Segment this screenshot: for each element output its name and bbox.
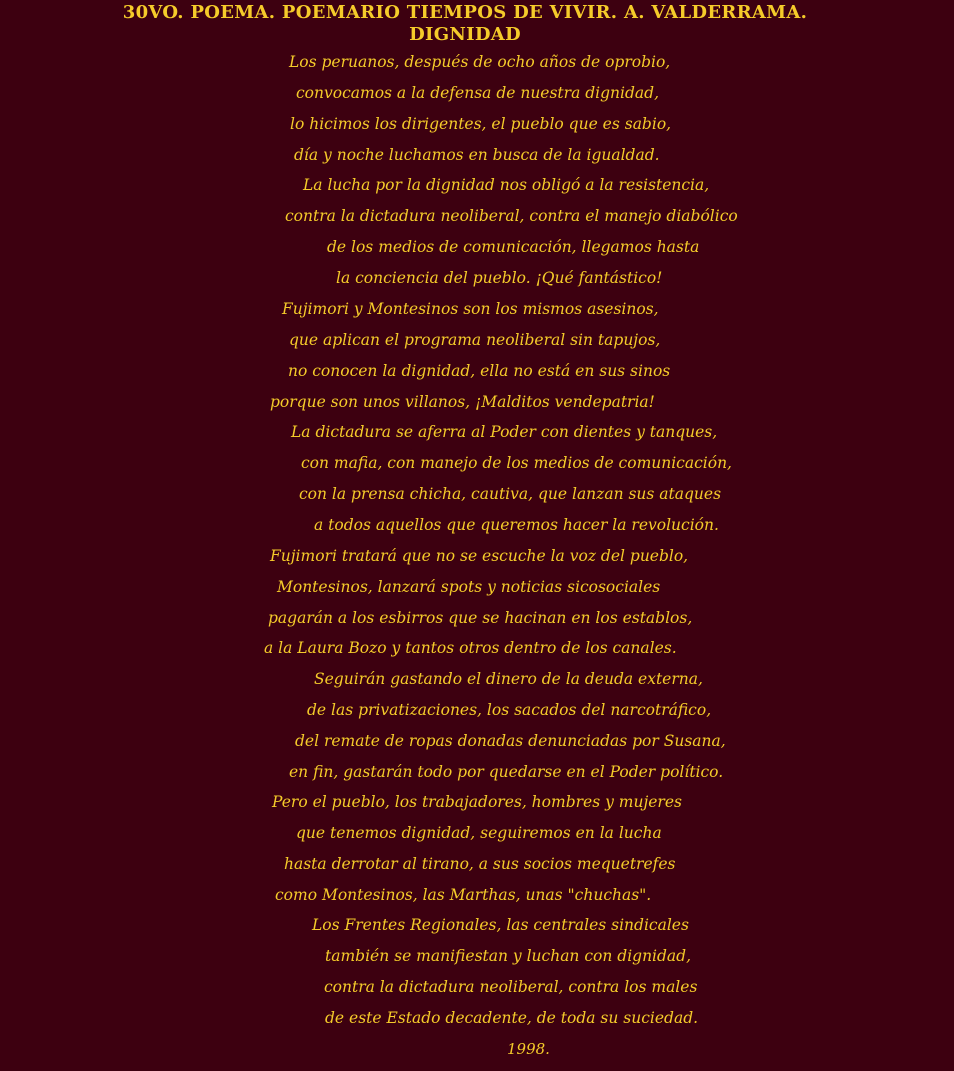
poem-line: Seguirán gastando el dinero de la deuda externa,: [314, 670, 703, 688]
poem-line: como Montesinos, las Marthas, unas "chuchas".: [275, 886, 652, 904]
poem-line: no conocen la dignidad, ella no está en sus sinos: [288, 362, 671, 380]
poem-year: 1998.: [507, 1040, 550, 1058]
poem-line: con mafia, con manejo de los medios de comunicación,: [301, 454, 732, 472]
poem-line: que tenemos dignidad, seguiremos en la lucha: [296, 824, 662, 842]
poem-line: día y noche luchamos en busca de la igualdad.: [294, 146, 660, 164]
poem-line: Fujimori y Montesinos son los mismos asesinos,: [282, 300, 659, 318]
poem-line: La lucha por la dignidad nos obligó a la resistencia,: [303, 176, 710, 194]
poem-line: porque son unos villanos, ¡Malditos vendepatria!: [270, 393, 655, 411]
poem-line: Montesinos, lanzará spots y noticias sicosociales: [277, 578, 661, 596]
poem-line: de los medios de comunicación, llegamos hasta: [327, 238, 700, 256]
poem-line: Pero el pueblo, los trabajadores, hombres y mujeres: [272, 793, 682, 811]
poem-line: la conciencia del pueblo. ¡Qué fantástico!: [336, 269, 663, 287]
poem-line: Fujimori tratará que no se escuche la voz del pueblo,: [270, 547, 689, 565]
poem-line: contra la dictadura neoliberal, contra el manejo diabólico: [285, 207, 738, 225]
poem-line: convocamos a la defensa de nuestra dignidad,: [296, 84, 659, 102]
poem-line: pagarán a los esbirros que se hacinan en los establos,: [268, 609, 693, 627]
poem-line: a la Laura Bozo y tantos otros dentro de los canales.: [264, 639, 677, 657]
poem-line: La dictadura se aferra al Poder con dientes y tanques,: [291, 423, 718, 441]
poem-header-title: 30VO. POEMA. POEMARIO TIEMPOS DE VIVIR. A. VALDERRAMA.: [122, 2, 808, 23]
poem-line: con la prensa chicha, cautiva, que lanzan sus ataques: [299, 485, 722, 503]
poem-line: de este Estado decadente, de toda su suciedad.: [325, 1009, 699, 1027]
poem-line: que aplican el programa neoliberal sin tapujos,: [289, 331, 661, 349]
poem-line: a todos aquellos que queremos hacer la revolución.: [314, 516, 719, 534]
poem-line: lo hicimos los dirigentes, el pueblo que es sabio,: [290, 115, 672, 133]
poem-line: de las privatizaciones, los sacados del narcotráfico,: [307, 701, 712, 719]
poem-title: DIGNIDAD: [409, 24, 521, 45]
poem-line: Los peruanos, después de ocho años de oprobio,: [289, 53, 671, 71]
poem-line: del remate de ropas donadas denunciadas por Susana,: [295, 732, 726, 750]
poem-line: en fin, gastarán todo por quedarse en el Poder político.: [289, 763, 724, 781]
poem-line: también se manifiestan y luchan con dignidad,: [325, 947, 692, 965]
poem-line: Los Frentes Regionales, las centrales sindicales: [312, 916, 689, 934]
poem-line: contra la dictadura neoliberal, contra los males: [324, 978, 698, 996]
poem-line: hasta derrotar al tirano, a sus socios mequetrefes: [284, 855, 676, 873]
